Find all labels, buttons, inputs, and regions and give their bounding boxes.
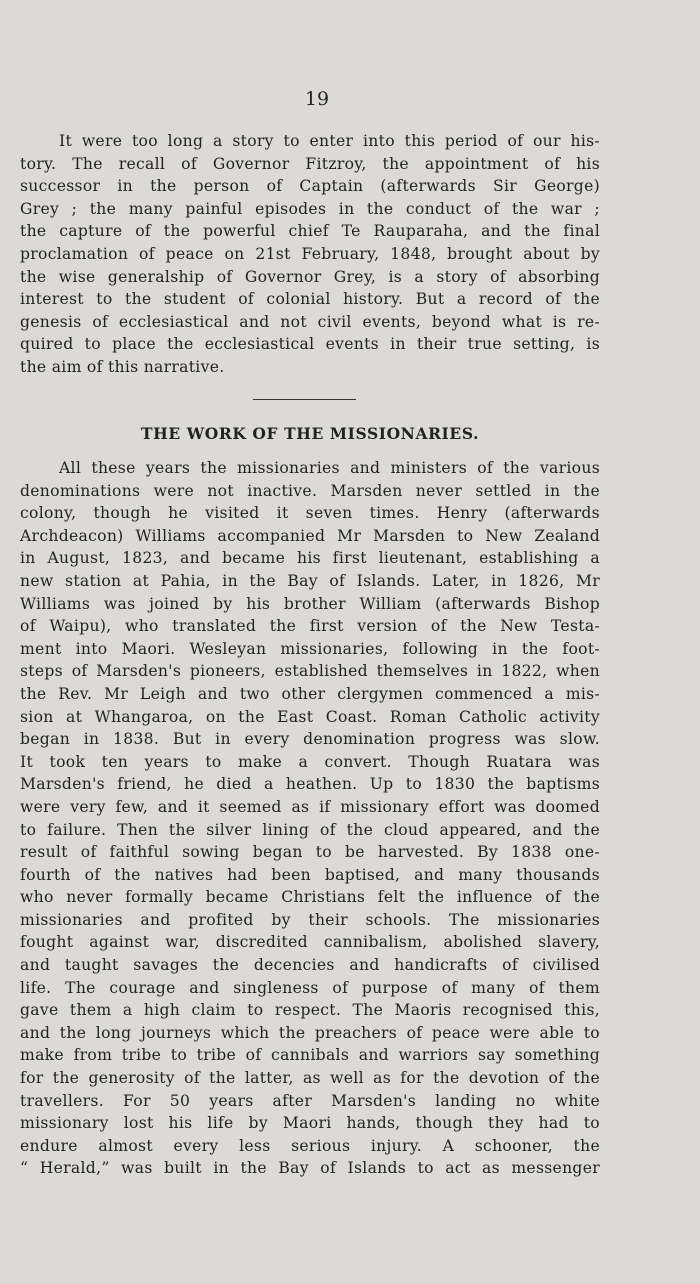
section-divider: [253, 399, 356, 400]
text-line: travellers. For 50 years after Marsden's landing no white: [20, 1091, 600, 1110]
text-line: ment into Maori. Wesleyan missionaries, following in the foot-: [20, 639, 600, 658]
text-line: colony, though he visited it seven times. Henry (afterwards: [20, 504, 600, 523]
text-line: were very few, and it seemed as if missionary effort was doomed: [20, 797, 600, 816]
text-line: life. The courage and singleness of purpose of many of them: [20, 978, 600, 997]
text-line: successor in the person of Captain (afterwards Sir George): [20, 177, 600, 196]
page-number: 19: [304, 88, 330, 110]
text-line: the Rev. Mr Leigh and two other clergymen commenced a mis-: [20, 684, 600, 703]
text-line: began in 1838. But in every denomination progress was slow.: [20, 730, 600, 749]
text-line: make from tribe to tribe of cannibals and warriors say something: [20, 1046, 600, 1065]
text-line: It were too long a story to enter into this period of our his-: [59, 132, 600, 150]
paragraph-period-history: [20, 130, 600, 379]
text-line: Grey ; the many painful episodes in the conduct of the war ;: [20, 199, 600, 218]
text-line: in August, 1823, and became his first lieutenant, establishing a: [20, 549, 600, 568]
text-line: fourth of the natives had been baptised, and many thousands: [20, 865, 600, 884]
text-line: who never formally became Christians felt the influence of the: [20, 888, 600, 907]
text-line: and taught savages the decencies and handicrafts of civilised: [20, 956, 600, 975]
text-line: the aim of this narrative.: [20, 357, 225, 376]
text-line: interest to the student of colonial history. But a record of the: [20, 290, 600, 309]
text-line: tory. The recall of Governor Fitzroy, the appointment of his: [20, 154, 600, 173]
text-line: Archdeacon) Williams accompanied Mr Marsden to New Zealand: [20, 526, 600, 545]
text-line: “ Herald,” was built in the Bay of Islands to act as messenger: [20, 1159, 600, 1178]
text-line: It took ten years to make a convert. Though Ruatara was: [20, 752, 600, 771]
text-line: missionaries and profited by their schools. The missionaries: [20, 910, 600, 929]
text-line: and the long journeys which the preachers of peace were able to: [20, 1023, 600, 1042]
text-line: Marsden's friend, he died a heathen. Up to 1830 the baptisms: [20, 775, 600, 794]
text-line: quired to place the ecclesiastical events in their true setting, is: [20, 335, 600, 354]
text-line: endure almost every less serious injury. A schooner, the: [20, 1136, 600, 1155]
text-line: missionary lost his life by Maori hands, though they had to: [20, 1114, 600, 1133]
section-heading: THE WORK OF THE MISSIONARIES.: [140, 424, 480, 443]
text-line: gave them a high claim to respect. The Maoris recognised this,: [20, 1001, 600, 1020]
text-line: for the generosity of the latter, as well as for the devotion of the: [20, 1069, 600, 1088]
text-line: new station at Pahia, in the Bay of Islands. Later, in 1826, Mr: [20, 571, 600, 590]
text-line: proclamation of peace on 21st February, 1848, brought about by: [20, 244, 600, 263]
text-line: genesis of ecclesiastical and not civil events, beyond what is re-: [20, 312, 600, 331]
text-line: of Waipu), who translated the first version of the New Testa-: [20, 617, 600, 636]
text-line: the capture of the powerful chief Te Rauparaha, and the final: [20, 222, 600, 241]
text-line: result of faithful sowing began to be harvested. By 1838 one-: [20, 843, 600, 862]
text-line: steps of Marsden's pioneers, established themselves in 1822, when: [20, 662, 600, 681]
text-line: fought against war, discredited cannibalism, abolished slavery,: [20, 933, 600, 952]
text-line: All these years the missionaries and ministers of the various: [59, 459, 600, 477]
paragraph-work-of-missionaries: [20, 457, 600, 1180]
text-line: to failure. Then the silver lining of the cloud appeared, and the: [20, 820, 600, 839]
text-line: denominations were not inactive. Marsden never settled in the: [20, 481, 600, 500]
text-line: the wise generalship of Governor Grey, is a story of absorbing: [20, 267, 600, 286]
text-line: Williams was joined by his brother William (afterwards Bishop: [20, 594, 600, 613]
text-line: sion at Whangaroa, on the East Coast. Roman Catholic activity: [20, 707, 600, 726]
